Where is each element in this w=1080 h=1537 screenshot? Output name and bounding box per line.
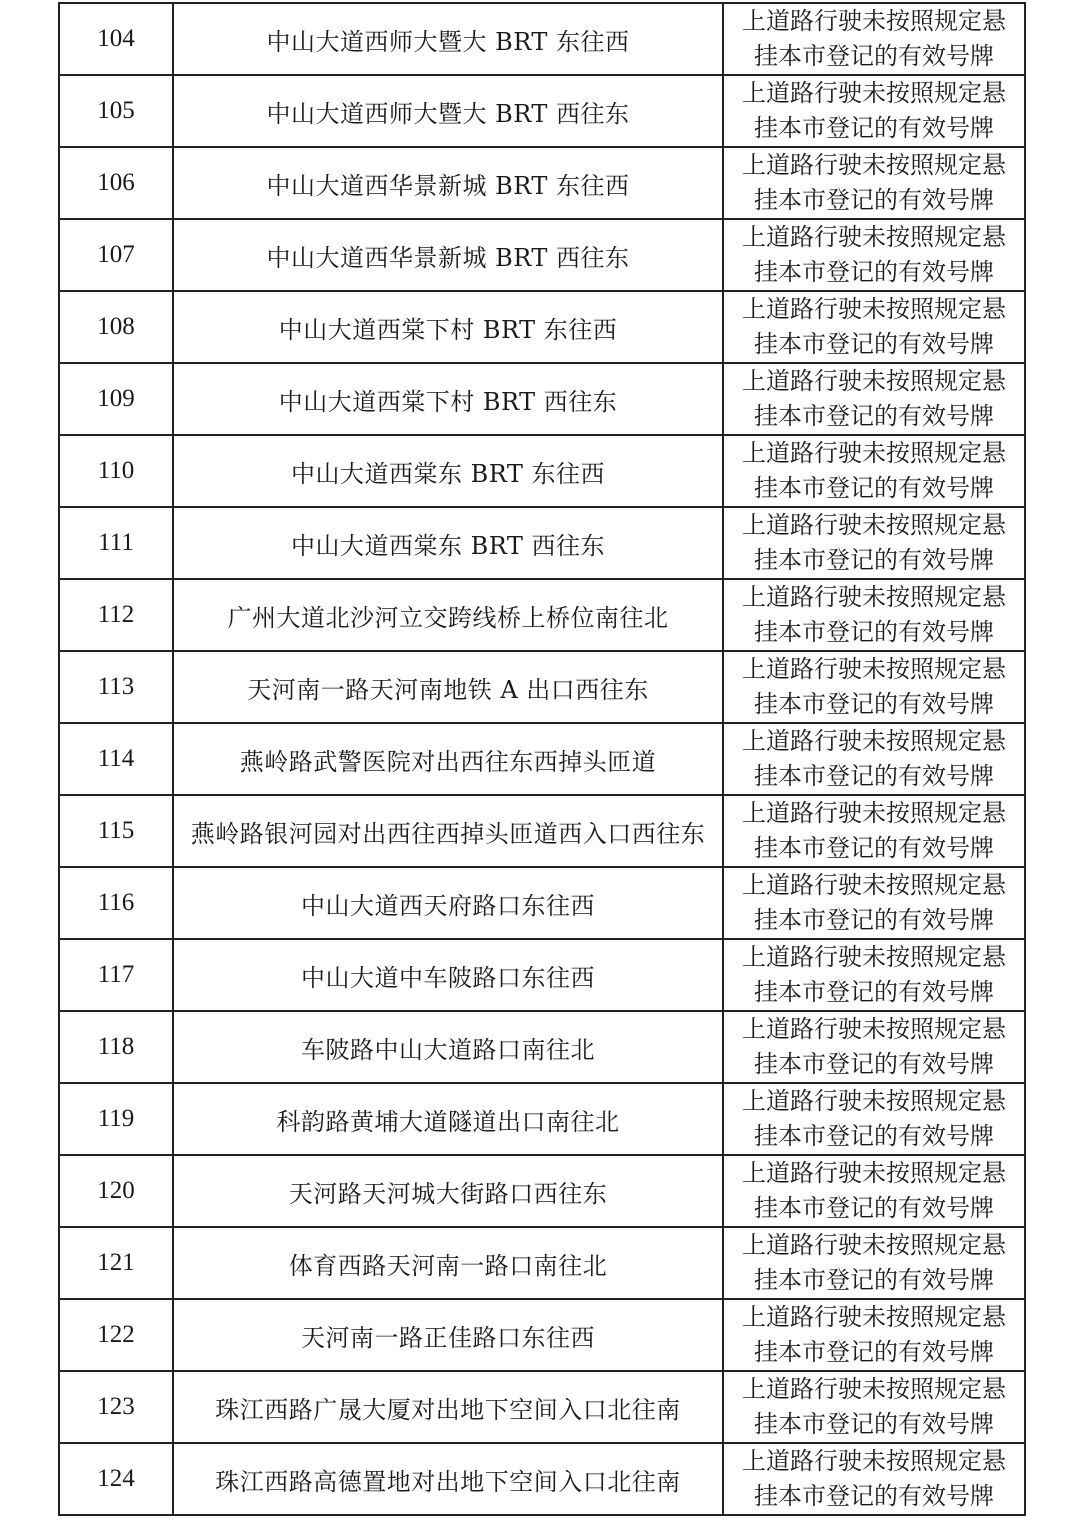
- violation-type-line-2: 挂本市登记的有效号牌: [754, 1194, 994, 1222]
- violation-type-line-2: 挂本市登记的有效号牌: [754, 618, 994, 646]
- row-number: 119: [59, 1083, 173, 1155]
- violation-type-cell: [723, 795, 1025, 867]
- row-number: 120: [59, 1155, 173, 1227]
- violation-type-line-2: 挂本市登记的有效号牌: [754, 258, 994, 286]
- location-cell: 燕岭路银河园对出西往西掉头匝道西入口西往东: [173, 795, 723, 867]
- row-number: 107: [59, 219, 173, 291]
- violation-type-cell: [723, 507, 1025, 579]
- violation-type-cell: [723, 939, 1025, 1011]
- location-cell: 中山大道西华景新城 BRT 西往东: [173, 219, 723, 291]
- violation-type-line-2: 挂本市登记的有效号牌: [754, 546, 994, 574]
- row-number: 117: [59, 939, 173, 1011]
- table-row: [59, 651, 1025, 723]
- violation-type-cell: [723, 867, 1025, 939]
- location-cell: 体育西路天河南一路口南往北: [173, 1227, 723, 1299]
- location-cell: 中山大道西师大暨大 BRT 东往西: [173, 3, 723, 75]
- row-number: 114: [59, 723, 173, 795]
- table-row: [59, 939, 1025, 1011]
- row-number: 116: [59, 867, 173, 939]
- table-row: [59, 363, 1025, 435]
- violation-type-line-2: 挂本市登记的有效号牌: [754, 906, 994, 934]
- table-row: [59, 1299, 1025, 1371]
- location-cell: 中山大道西棠东 BRT 东往西: [173, 435, 723, 507]
- table-row: [59, 291, 1025, 363]
- table-row: [59, 579, 1025, 651]
- violation-type-cell: [723, 651, 1025, 723]
- violation-type-line-1: 上道路行驶未按照规定悬: [742, 1447, 1006, 1475]
- violation-type-line-2: 挂本市登记的有效号牌: [754, 834, 994, 862]
- table-row: [59, 75, 1025, 147]
- table-row: [59, 1227, 1025, 1299]
- table-row: [59, 867, 1025, 939]
- violation-type-line-1: 上道路行驶未按照规定悬: [742, 1231, 1006, 1259]
- violation-type-line-1: 上道路行驶未按照规定悬: [742, 439, 1006, 467]
- violation-type-line-1: 上道路行驶未按照规定悬: [742, 871, 1006, 899]
- violation-type-line-1: 上道路行驶未按照规定悬: [742, 367, 1006, 395]
- row-number: 115: [59, 795, 173, 867]
- violation-type-cell: [723, 723, 1025, 795]
- violation-type-cell: [723, 1227, 1025, 1299]
- violation-type-line-2: 挂本市登记的有效号牌: [754, 1410, 994, 1438]
- location-cell: 中山大道西棠东 BRT 西往东: [173, 507, 723, 579]
- row-number: 121: [59, 1227, 173, 1299]
- violation-type-line-1: 上道路行驶未按照规定悬: [742, 511, 1006, 539]
- row-number: 118: [59, 1011, 173, 1083]
- row-number: 104: [59, 3, 173, 75]
- table-row: [59, 1083, 1025, 1155]
- table-row: [59, 147, 1025, 219]
- row-number: 113: [59, 651, 173, 723]
- location-cell: 中山大道西师大暨大 BRT 西往东: [173, 75, 723, 147]
- location-cell: 珠江西路广晟大厦对出地下空间入口北往南: [173, 1371, 723, 1443]
- location-cell: 车陂路中山大道路口南往北: [173, 1011, 723, 1083]
- violation-type-line-1: 上道路行驶未按照规定悬: [742, 1159, 1006, 1187]
- violation-type-line-1: 上道路行驶未按照规定悬: [742, 79, 1006, 107]
- violation-type-line-2: 挂本市登记的有效号牌: [754, 1338, 994, 1366]
- violation-type-cell: [723, 147, 1025, 219]
- violation-type-cell: [723, 291, 1025, 363]
- location-cell: 燕岭路武警医院对出西往东西掉头匝道: [173, 723, 723, 795]
- location-cell: 天河南一路正佳路口东往西: [173, 1299, 723, 1371]
- violation-type-cell: [723, 1443, 1025, 1515]
- location-cell: 中山大道西华景新城 BRT 东往西: [173, 147, 723, 219]
- row-number: 110: [59, 435, 173, 507]
- violation-type-line-1: 上道路行驶未按照规定悬: [742, 7, 1006, 35]
- table-row: [59, 435, 1025, 507]
- location-cell: 中山大道中车陂路口东往西: [173, 939, 723, 1011]
- table-row: [59, 3, 1025, 75]
- violation-type-line-2: 挂本市登记的有效号牌: [754, 402, 994, 430]
- violation-type-cell: [723, 579, 1025, 651]
- violation-type-line-2: 挂本市登记的有效号牌: [754, 1482, 994, 1510]
- table-row: [59, 507, 1025, 579]
- location-cell: 中山大道西天府路口东往西: [173, 867, 723, 939]
- violation-type-line-1: 上道路行驶未按照规定悬: [742, 943, 1006, 971]
- row-number: 123: [59, 1371, 173, 1443]
- table-row: [59, 723, 1025, 795]
- violation-type-line-2: 挂本市登记的有效号牌: [754, 762, 994, 790]
- violation-type-cell: [723, 219, 1025, 291]
- row-number: 105: [59, 75, 173, 147]
- violation-type-line-1: 上道路行驶未按照规定悬: [742, 1015, 1006, 1043]
- violation-type-cell: [723, 1083, 1025, 1155]
- violation-type-line-1: 上道路行驶未按照规定悬: [742, 799, 1006, 827]
- table-row: [59, 1443, 1025, 1515]
- location-cell: 珠江西路高德置地对出地下空间入口北往南: [173, 1443, 723, 1515]
- table-row: [59, 1155, 1025, 1227]
- row-number: 108: [59, 291, 173, 363]
- violation-table: [58, 2, 1026, 1516]
- row-number: 112: [59, 579, 173, 651]
- violation-type-cell: [723, 435, 1025, 507]
- row-number: 122: [59, 1299, 173, 1371]
- violation-type-line-1: 上道路行驶未按照规定悬: [742, 1087, 1006, 1115]
- row-number: 109: [59, 363, 173, 435]
- violation-type-line-2: 挂本市登记的有效号牌: [754, 1050, 994, 1078]
- violation-type-line-1: 上道路行驶未按照规定悬: [742, 583, 1006, 611]
- location-cell: 科韵路黄埔大道隧道出口南往北: [173, 1083, 723, 1155]
- violation-type-cell: [723, 1371, 1025, 1443]
- location-cell: 天河南一路天河南地铁 A 出口西往东: [173, 651, 723, 723]
- table-row: [59, 219, 1025, 291]
- violation-type-line-1: 上道路行驶未按照规定悬: [742, 223, 1006, 251]
- violation-type-line-1: 上道路行驶未按照规定悬: [742, 1375, 1006, 1403]
- location-cell: 广州大道北沙河立交跨线桥上桥位南往北: [173, 579, 723, 651]
- violation-type-line-2: 挂本市登记的有效号牌: [754, 1122, 994, 1150]
- violation-type-cell: [723, 1299, 1025, 1371]
- table-body: [59, 3, 1025, 1515]
- location-cell: 中山大道西棠下村 BRT 东往西: [173, 291, 723, 363]
- violation-type-cell: [723, 3, 1025, 75]
- violation-type-line-2: 挂本市登记的有效号牌: [754, 474, 994, 502]
- violation-type-line-1: 上道路行驶未按照规定悬: [742, 1303, 1006, 1331]
- violation-type-cell: [723, 363, 1025, 435]
- location-cell: 天河路天河城大街路口西往东: [173, 1155, 723, 1227]
- table-row: [59, 1371, 1025, 1443]
- table-row: [59, 795, 1025, 867]
- violation-type-line-2: 挂本市登记的有效号牌: [754, 330, 994, 358]
- row-number: 111: [59, 507, 173, 579]
- violation-type-line-2: 挂本市登记的有效号牌: [754, 1266, 994, 1294]
- violation-type-line-1: 上道路行驶未按照规定悬: [742, 295, 1006, 323]
- violation-type-line-2: 挂本市登记的有效号牌: [754, 42, 994, 70]
- violation-type-line-2: 挂本市登记的有效号牌: [754, 114, 994, 142]
- violation-type-cell: [723, 1155, 1025, 1227]
- location-cell: 中山大道西棠下村 BRT 西往东: [173, 363, 723, 435]
- violation-type-line-2: 挂本市登记的有效号牌: [754, 690, 994, 718]
- violation-type-line-1: 上道路行驶未按照规定悬: [742, 655, 1006, 683]
- table-row: [59, 1011, 1025, 1083]
- violation-type-line-1: 上道路行驶未按照规定悬: [742, 727, 1006, 755]
- violation-type-line-1: 上道路行驶未按照规定悬: [742, 151, 1006, 179]
- row-number: 124: [59, 1443, 173, 1515]
- violation-type-cell: [723, 1011, 1025, 1083]
- violation-type-line-2: 挂本市登记的有效号牌: [754, 186, 994, 214]
- row-number: 106: [59, 147, 173, 219]
- violation-type-cell: [723, 75, 1025, 147]
- violation-type-line-2: 挂本市登记的有效号牌: [754, 978, 994, 1006]
